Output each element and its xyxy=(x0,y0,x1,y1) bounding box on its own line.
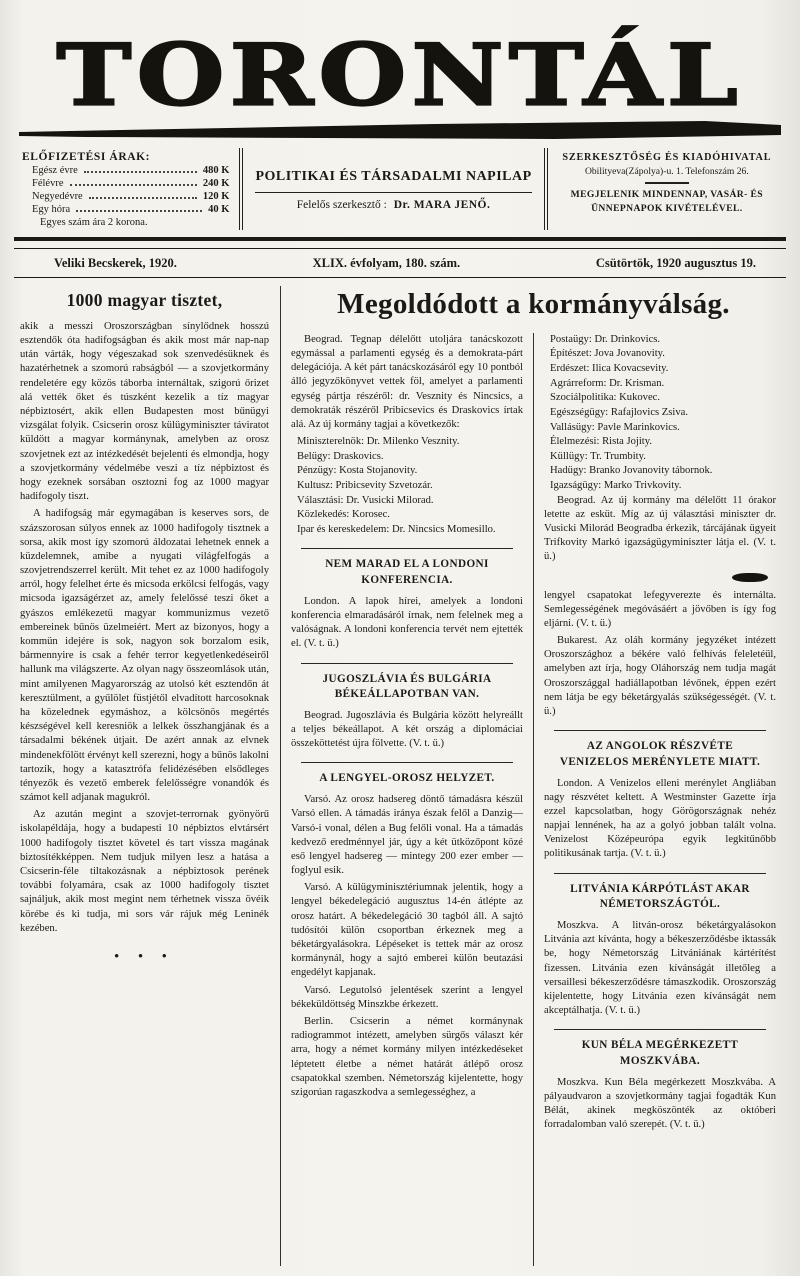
right-column xyxy=(534,333,786,1266)
subscription-value: 240 K xyxy=(202,177,230,189)
lead-closing-paragraph: Beograd. Az új kormány ma délelőtt 11 órakor letette az esküt. Míg az új választási miniszter dr. Vusicki Milorád Beogradba érkezik, tárcájának ügyeit Trifkovity Markó igazságügyminiszter látja el. (V. t. ü.) xyxy=(544,494,776,563)
article-paragraph: A hadifogság már egymagában is keserves sors, de százszorosan súlyos ennek az 1000 hadifogoly tisztnek a sorsa, akik most így szomorú áldozatai lehetnek ennek a küzdelemnek, amibe a nyugati világfelfogás a szovjetrendszerrel került. Mit tehet ez az 1000 hadifogoly arról, hogy felelhet érte és micsoda erkölcsi felfogás, vagy micsoda igazságérzet az, amely felelőssé teszi őket a gyászos emlékezetű magyar kommunizmus vezető embereinek bűnös üzelmeiért. Mert az bizonyos, hogy a kommün idejére is sok, nagyon sok borzalom esik, bármennyire is csak a fehér terror kegyetlenkedéseiről hallunk ma világszerte. Az olyan nagy összeomlások után, mint amilyenen Magyarország az utolsó két esztendőn át keresztülment, a gyűlölet füstjétől elvadított harcosoknak ha közelednek egymáshoz, a kölcsönös megértés készségével kell keresniök a lelkek összhangjának és a társadalmi békének útjait. De azért annak az elvnek mindenekfölött érvényt kell szerezni, hogy a bűnös lakolni tartozik, hogy a katasztrófa felidézésében elsődleges tényezők és vezető emberek felelősségre vonandók és számot kell adjanak magukról. xyxy=(20,508,269,804)
news-paragraph: Beograd. Jugoszlávia és Bulgária között helyreállt a teljes békeállapot. A két ország a diplomáciai összeköttetést újra fölvette. (V. t. ü.) xyxy=(291,709,523,750)
news-section xyxy=(291,663,523,752)
minister-line: Erdészet: Ilica Kovacsevity. xyxy=(550,363,669,375)
minister-line: Agrárreform: Dr. Krisman. xyxy=(550,377,665,389)
editor-line xyxy=(255,199,531,211)
subscription-label: Egy hóra xyxy=(32,203,71,215)
minister-line: Egészségügy: Rafajlovics Zsiva. xyxy=(550,406,688,418)
news-section xyxy=(544,589,776,720)
subscription-row xyxy=(32,177,229,189)
section-title: NEM MARAD EL A LONDONI KONFERENCIA. xyxy=(301,548,513,588)
section-title: KUN BÉLA MEGÉRKEZETT MOSZKVÁBA. xyxy=(554,1029,766,1069)
news-columns xyxy=(281,333,786,1266)
minister-line: Szociálpolitika: Kukovec. xyxy=(550,392,661,404)
subscription-value: 480 K xyxy=(202,164,230,176)
thin-rule-decoration xyxy=(14,277,786,278)
dateline xyxy=(14,249,786,277)
newspaper-title: TORONTÁL xyxy=(56,26,744,126)
subscription-label: Negyedévre xyxy=(32,190,83,202)
section-title: A LENGYEL-OROSZ HELYZET. xyxy=(301,762,513,787)
news-paragraph: Varsó. Legutolsó jelentések szerint a lengyel békeküldöttség Minszkbe érkezett. xyxy=(291,984,523,1010)
minister-line: Építészet: Jova Jovanovity. xyxy=(550,348,665,360)
minister-line: Kultusz: Pribicsevity Szvetozár. xyxy=(297,480,433,492)
minister-line: Élelmezési: Rista Jojity. xyxy=(550,436,652,448)
subscription-row xyxy=(32,203,229,215)
subscription-box xyxy=(14,148,239,230)
office-box xyxy=(548,148,786,230)
main-headline: Megoldódott a kormányválság. xyxy=(337,287,730,320)
subscription-value: 120 K xyxy=(202,190,230,202)
editor-name: Dr. MARA JENŐ. xyxy=(393,198,491,211)
dot-leader-decoration xyxy=(84,164,197,173)
subscription-note: Egyes szám ára 2 korona. xyxy=(40,216,148,228)
page-body xyxy=(14,286,786,1266)
news-paragraph: Berlin. Csicserin a német kormánynak radiogrammot intézett, amelyben sürgős választ kér arra, hogy a német kormány milyen intézkedéseket léptetett életbe a német határát átlépő orosz csapatokkal szemben. Németország kijelentette, hogy szigorúan ragaszkodva a semlegességhez, a xyxy=(291,1015,523,1098)
section-title: LITVÁNIA KÁRPÓTLÁST AKAR NÉMETORSZÁGTÓL. xyxy=(554,873,766,913)
minister-line: Közlekedés: Korosec. xyxy=(297,509,390,521)
news-paragraph: Varsó. Az orosz hadsereg döntő támadásra készül Varsó ellen. A támadás iránya észak felől a Danzig—Varsó-i vonal, délen a Bug felőli vonal. Ha a támadás kedvező eredménnyel jár, úgy a két ütközőpont közé eső lengyel hadsereg — mintegy 200 ezer ember — foglyul esik. xyxy=(291,794,523,877)
section-title: JUGOSZLÁVIA ÉS BULGÁRIA BÉKEÁLLAPOTBAN VAN. xyxy=(301,663,513,703)
paper-type-box xyxy=(239,148,547,230)
editor-label: Felelős szerkesztő : xyxy=(296,198,387,211)
left-article-column xyxy=(14,286,280,1266)
news-section xyxy=(291,548,523,651)
minister-line: Vallásügy: Pavle Marinkovics. xyxy=(550,421,680,433)
dateline-place: Veliki Becskerek, 1920. xyxy=(54,255,177,270)
news-section xyxy=(544,873,776,1019)
minister-line: Pénzügy: Kosta Stojanovity. xyxy=(297,465,418,477)
header-info-row xyxy=(14,148,786,230)
section-title: AZ ANGOLOK RÉSZVÉTE VENIZELOS MERÉNYLETE MIATT. xyxy=(554,730,766,770)
main-columns xyxy=(281,286,786,1266)
subscription-label: Egész évre xyxy=(32,164,78,176)
minister-line: Ipar és kereskedelem: Dr. Nincsics Momesillo. xyxy=(297,523,496,535)
office-schedule: MEGJELENIK MINDENNAP, VASÁR- ÉS ÜNNEPNAPOK KIVÉTELÉVEL. xyxy=(570,188,764,214)
heavy-rule-decoration xyxy=(14,237,786,249)
lead-intro-paragraph: Beograd. Tegnap délelőtt utoljára tanácskozott egymással a parlamenti egység és a demokrata-párt delegációja. A két párt tanácskozásáról egy 10 pontból álló jegyzőkönyvet vettek föl, amelyet a parlamenti egység pártja részéről: dr. Vesznity és Nincsics, a demokraták részéről Pribicsevics és Draskovics írtak alá. Az új kormány tagjai a következők: xyxy=(291,333,523,430)
minister-line: Küllügy: Tr. Trumbity. xyxy=(550,450,646,462)
masthead xyxy=(14,24,786,140)
article-paragraph: akik a messzi Oroszországban sínylődnek hosszú esztendők óta hadifogságban és akik most már nap-nap után várták, hogy végeszakad sok szenvedésüknek és hazatérhetnek a szomorú rabságból — a szovjetkormány rendeletére egy közös táborba internáltak, szigorú őrizet alá vették őket és túszként kezelik a tíz magyar népbiztosért, akik ellen Budapesten most bűnügyi vizsgálat folyik. Csicserin orosz külügyminiszter táviratot küldött a magyar kormánynak, amelyben az orosz szovjetnek ezt az intézkedését bejelenti és elmondja, hogy a szovjetkormány védelmébe veszi a tíz népbiztost és hogy ezeknek sorsában osztozni fog az 1000 magyar hadifogoly tiszt. xyxy=(20,320,269,503)
minister-line: Belügy: Draskovics. xyxy=(297,450,384,462)
office-address: Obilityeva(Zápolya)-u. 1. Telefonszám 26. xyxy=(584,165,749,177)
section-end-mark: • • • xyxy=(114,947,175,963)
middle-column xyxy=(281,333,533,1266)
subscription-title: ELŐFIZETÉSI ÁRAK: xyxy=(22,150,151,163)
subscription-row xyxy=(32,164,229,176)
subscription-value: 40 K xyxy=(208,203,230,215)
dateline-issue: XLIX. évfolyam, 180. szám. xyxy=(312,255,461,270)
news-section xyxy=(544,730,776,861)
minister-line: Igazságügy: Marko Trivkovity. xyxy=(550,479,682,491)
dot-leader-decoration xyxy=(70,177,197,186)
news-paragraph: Bukarest. Az oláh kormány jegyzéket intézett Oroszországhoz a békére való felhívás feleletéül, amelyben azt írja, hogy Oláhország nem tudja magát Oroszországgal hadiállapotban lévőnek, éppen ezért nem látja be egy béketárgyalás szükségességét. (V. t. ü.) xyxy=(544,635,776,718)
news-paragraph: lengyel csapatokat lefegyverezte és internálta. Semlegességének megóvásáért a jövőben is így fog eljárni. (V. t. ü.) xyxy=(544,589,776,629)
dot-leader-decoration xyxy=(89,190,197,199)
minister-line: Postaügy: Dr. Drinkovics. xyxy=(550,333,661,345)
news-section xyxy=(291,762,523,1100)
left-article-title: 1000 magyar tisztet, xyxy=(66,289,223,310)
ink-smudge-decoration xyxy=(732,573,768,582)
news-paragraph: Moszkva. Kun Béla megérkezett Moszkvába. A pályaudvaron a szovjetkormány tagjai fogadták Kun Bélát, akinek megköszönték az októberi forradalomban való szerepét. (V. t. ü.) xyxy=(544,1076,776,1131)
article-paragraph: Az azután megint a szovjet-terrornak gyönyörű iskolapéldája, hogy a budapesti 10 népbiztos elvtársért 1000 hadifogoly tisztet követel és tart vissza magának biztosítékképpen. Nem tudjuk milyen lesz a hatása a Csicserin-féle tiltakozásnak a népbiztosok perének további folyamára, csak az 1000 hadifogoly tisztet sajnáljuk, akik most megint nem térhetnek vissza övéik körébe és ki tudja, mi sors vár rájuk még Leninék kezében. xyxy=(20,809,269,934)
subscription-row xyxy=(32,190,229,202)
dateline-date: Csütörtök, 1920 augusztus 19. xyxy=(595,255,756,270)
office-title: SZERKESZTŐSÉG ÉS KIADÓHIVATAL xyxy=(562,151,772,163)
minister-line: Választási: Dr. Vusicki Milorad. xyxy=(297,494,434,506)
news-paragraph: Moszkva. A litván-orosz béketárgyalásokon Litvánia azt kívánta, hogy a békeszerződésbe iktassák be, hogy Németország Litvániának kártérítést fizessen. Litvánia ezen kívánságát illetőleg a versaillesi békeszerződésre támaszkodik. Oroszország kijelentette, hogy Litvánia ezen kívánságát nem akceptálhatja. (V. t. ü.) xyxy=(544,920,776,1017)
paper-subtitle: POLITIKAI ÉS TÁRSADALMI NAPILAP xyxy=(255,169,531,193)
news-paragraph: London. A Venizelos elleni merénylet Angliában nagy részvétet keltett. A Westminster Gazette írja ezzel kapcsolatban, hogy Görögországnak nehéz napjai lennének, ha az a golyó jobban talált volna. Venizelost Középeurópa egyik legkitűnőbb politikusának tartja. (V. t. ü.) xyxy=(544,777,776,860)
news-section xyxy=(544,1029,776,1132)
dot-leader-decoration xyxy=(76,203,202,212)
minister-line: Miniszterelnök: Dr. Milenko Vesznity. xyxy=(297,436,460,448)
minister-line: Hadügy: Branko Jovanovity tábornok. xyxy=(550,465,713,477)
news-paragraph: London. A lapok hírei, amelyek a londoni konferencia elmaradásáról írnak, nem felelnek meg a valóságnak. A londoni konferencia tervét nem ejtették el. (V. t. ü.) xyxy=(291,595,523,650)
subscription-label: Félévre xyxy=(32,177,64,189)
news-paragraph: Varsó. A külügyminisztériumnak jelentik, hogy a lengyel békedelegáció augusztus 14-én átlépte az orosz határt. A békedelegáció 30 tagból áll. A sajtó tudósítói külön csoportban érkeznek meg a béketárgyalásokra. Lépéseket is tettek már az orosz kormánynál, hogy a sajtó emberei külön beutazási engedélyt kapjanak. xyxy=(291,882,523,979)
dash-decoration xyxy=(645,182,689,184)
